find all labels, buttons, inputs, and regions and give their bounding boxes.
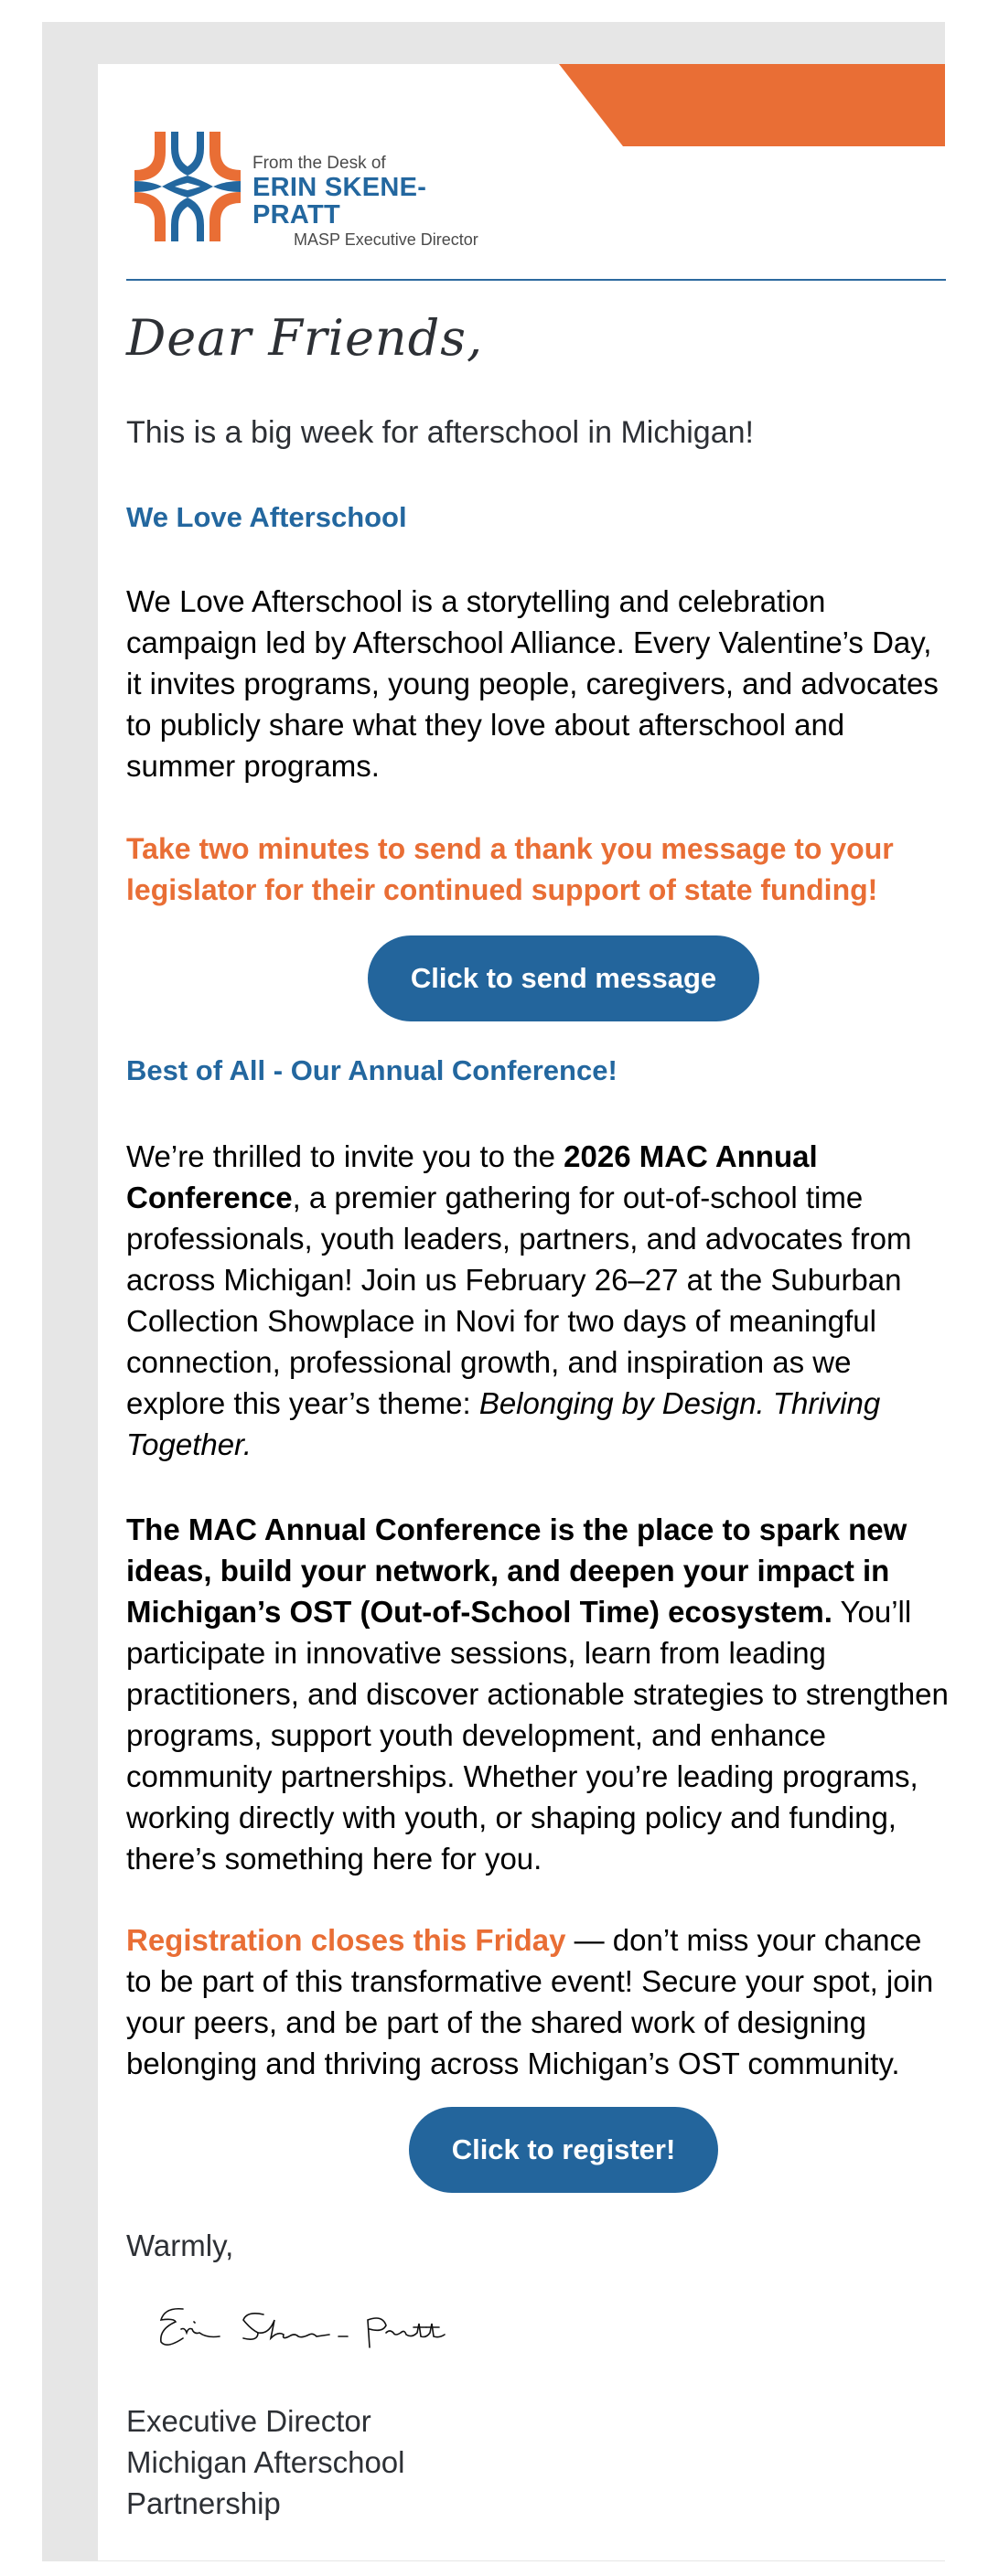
email-frame [42, 22, 949, 2561]
invite-text: We’re thrilled to invite you to the [126, 1139, 564, 1173]
benefits-details: You’ll participate in innovative sessions, learn from leading practitioners, and discover actionable strategies to strengthen programs, support youth development, and enhance community partnerships. Whether you’re leading programs, working directly with youth, or shaping policy and funding, there’s something here for you. [126, 1595, 949, 1876]
signer-title-block [126, 2400, 405, 2524]
signer-org-line2: Partnership [126, 2486, 281, 2520]
registration-deadline: Registration closes this Friday [126, 1923, 566, 1957]
masp-logo-icon [134, 132, 241, 241]
greeting: Dear Friends, [126, 309, 484, 367]
valediction: Warmly, [126, 2229, 234, 2262]
from-the-desk-label: From the Desk of [252, 154, 386, 173]
signer-title: Executive Director [126, 2404, 371, 2438]
signature-image [156, 2302, 448, 2357]
section-heading-annual-conference: Best of All - Our Annual Conference! [126, 1054, 618, 1086]
letterhead-logo [134, 132, 500, 249]
conference-name: 2026 MAC Annual Conference [126, 1139, 818, 1214]
header-orange-banner [559, 64, 945, 146]
sender-role: MASP Executive Director [294, 230, 478, 249]
email-card [98, 64, 972, 2560]
send-message-button[interactable]: Click to send message [368, 935, 759, 1021]
invite-details: , a premier gathering for out-of-school time professionals, youth leaders, partners, and advocates from across Michigan! Join us February 26–27 at the Suburban Collection Showplace in Novi for two days of meaningful connection, professional growth, and inspiration as we explore this year’s theme: [126, 1181, 912, 1420]
registration-details: — don’t miss your chance to be part of this transformative event! Secure your spot, join your peers, and be part of the shared work of designing belonging and thriving across Michigan’s OST community. [126, 1923, 934, 2080]
intro-text: This is a big week for afterschool in Michigan! [126, 415, 754, 450]
header-divider [126, 279, 946, 281]
registration-paragraph [126, 1919, 950, 2084]
benefits-lead: The MAC Annual Conference is the place to spark new ideas, build your network, and deepen your impact in Michigan’s OST (Out-of-School Time) ecosystem. [126, 1512, 907, 1629]
signer-org-line1: Michigan Afterschool [126, 2445, 405, 2479]
conference-theme: Belonging by Design. Thriving Together. [126, 1386, 881, 1461]
footer-clipped-text [85, 2570, 542, 2576]
we-love-afterschool-paragraph: We Love Afterschool is a storytelling and celebration campaign led by Afterschool Alliance. Every Valentine’s Day, it invites programs, young people, caregivers, and advocates to publicly share what they love about afterschool and summer programs. [126, 584, 939, 783]
letterhead-text [252, 154, 500, 251]
conference-invite-paragraph [126, 1136, 950, 1465]
register-button[interactable]: Click to register! [409, 2107, 718, 2193]
section-heading-we-love-afterschool: We Love Afterschool [126, 501, 407, 533]
thank-legislator-callout: Take two minutes to send a thank you message to your legislator for their continued support of state funding! [126, 832, 894, 906]
conference-benefits-paragraph [126, 1509, 950, 1879]
sender-name: ERIN SKENE-PRATT [252, 173, 427, 230]
